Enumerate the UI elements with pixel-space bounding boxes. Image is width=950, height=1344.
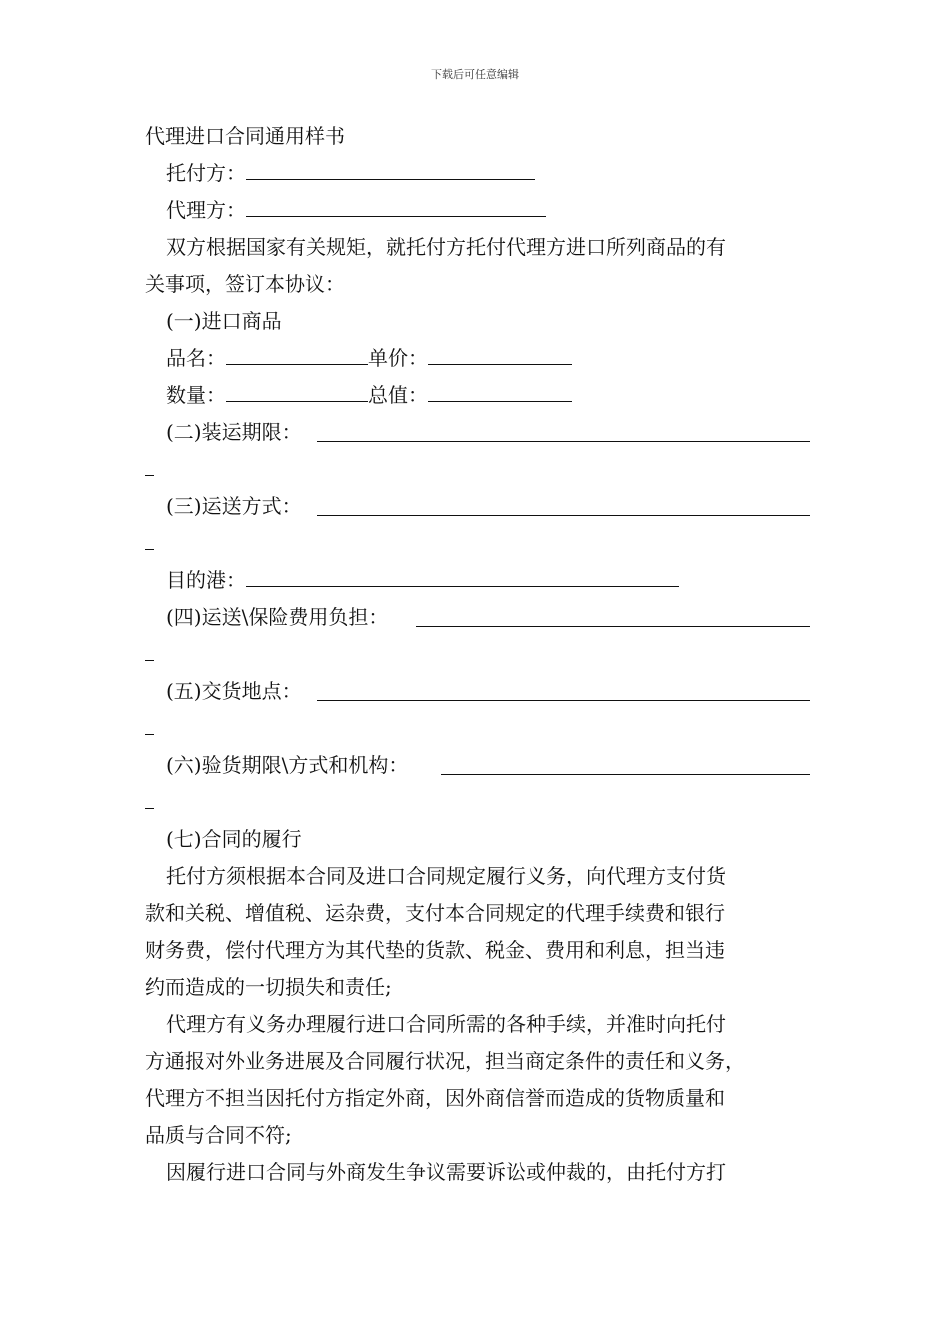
underline-tail	[145, 533, 154, 550]
transport-mode-blank[interactable]	[317, 515, 810, 516]
freight-insurance-label: (四)运送\保险费用负担：	[166, 605, 389, 629]
destination-port-label: 目的港：	[166, 568, 246, 592]
inspection-label: (六)验货期限\方式和机构：	[166, 753, 409, 777]
underline-tail	[145, 644, 154, 661]
contract-document	[145, 118, 810, 1191]
inspection-tail	[145, 784, 810, 821]
unit-price-blank[interactable]	[428, 348, 572, 365]
section7-heading: (七)合同的履行	[166, 827, 302, 851]
principal-blank[interactable]	[246, 163, 535, 180]
transport-mode-tail	[145, 525, 810, 562]
destination-port-line	[145, 562, 810, 599]
contract-title: 代理进口合同通用样书	[145, 124, 345, 148]
destination-port-blank[interactable]	[246, 570, 679, 587]
section7-para1-line-1: 托付方须根据本合同及进口合同规定履行义务，向代理方支付货	[166, 864, 726, 888]
section7-para2-line-1: 代理方有义务办理履行进口合同所需的各种手续，并准时向托付	[166, 1012, 726, 1036]
quantity-label: 数量：	[166, 383, 226, 407]
page-header-note: 下载后可任意编辑	[431, 68, 519, 81]
principal-label: 托付方：	[166, 161, 246, 185]
delivery-place-line	[145, 673, 810, 710]
section7-para2-line-4: 品质与合同不符;	[145, 1123, 292, 1147]
shipment-period-label: (二)装运期限：	[166, 420, 302, 444]
section7-para2-line-2: 方通报对外业务进展及合同履行状况，担当商定条件的责任和义务，	[145, 1049, 745, 1073]
section7-para1-line-4: 约而造成的一切损失和责任;	[145, 975, 392, 999]
section7-para1-line-3: 财务费，偿付代理方为其代垫的货款、税金、费用和利息，担当违	[145, 938, 725, 962]
freight-insurance-tail	[145, 636, 810, 673]
total-label: 总值：	[368, 383, 428, 407]
inspection-blank[interactable]	[441, 774, 810, 775]
shipment-period-line	[145, 414, 810, 451]
delivery-place-label: (五)交货地点：	[166, 679, 302, 703]
principal-line	[145, 155, 810, 192]
transport-mode-line	[145, 488, 810, 525]
total-blank[interactable]	[428, 385, 572, 402]
underline-tail	[145, 459, 154, 476]
quantity-blank[interactable]	[226, 385, 368, 402]
name-blank[interactable]	[226, 348, 368, 365]
section7-para3-line-1: 因履行进口合同与外商发生争议需要诉讼或仲裁的，由托付方打	[166, 1160, 726, 1184]
delivery-place-blank[interactable]	[317, 700, 810, 701]
intro-line-1: 双方根据国家有关规矩，就托付方托付代理方进口所列商品的有	[166, 235, 726, 259]
inspection-line	[145, 747, 810, 784]
freight-insurance-blank[interactable]	[416, 626, 810, 627]
delivery-place-tail	[145, 710, 810, 747]
unit-price-label: 单价：	[368, 346, 428, 370]
agent-line	[145, 192, 810, 229]
agent-label: 代理方：	[166, 198, 246, 222]
section1-heading: (一)进口商品	[166, 309, 282, 333]
name-price-line	[145, 340, 810, 377]
section7-para1-line-2: 款和关税、增值税、运杂费，支付本合同规定的代理手续费和银行	[145, 901, 725, 925]
freight-insurance-line	[145, 599, 810, 636]
shipment-period-blank[interactable]	[317, 441, 810, 442]
transport-mode-label: (三)运送方式：	[166, 494, 302, 518]
agent-blank[interactable]	[246, 200, 546, 217]
shipment-period-tail	[145, 451, 810, 488]
section7-para2-line-3: 代理方不担当因托付方指定外商，因外商信誉而造成的货物质量和	[145, 1086, 725, 1110]
intro-line-2: 关事项，签订本协议：	[145, 272, 345, 296]
quantity-total-line	[145, 377, 810, 414]
underline-tail	[145, 718, 154, 735]
underline-tail	[145, 792, 154, 809]
name-label: 品名：	[166, 346, 226, 370]
